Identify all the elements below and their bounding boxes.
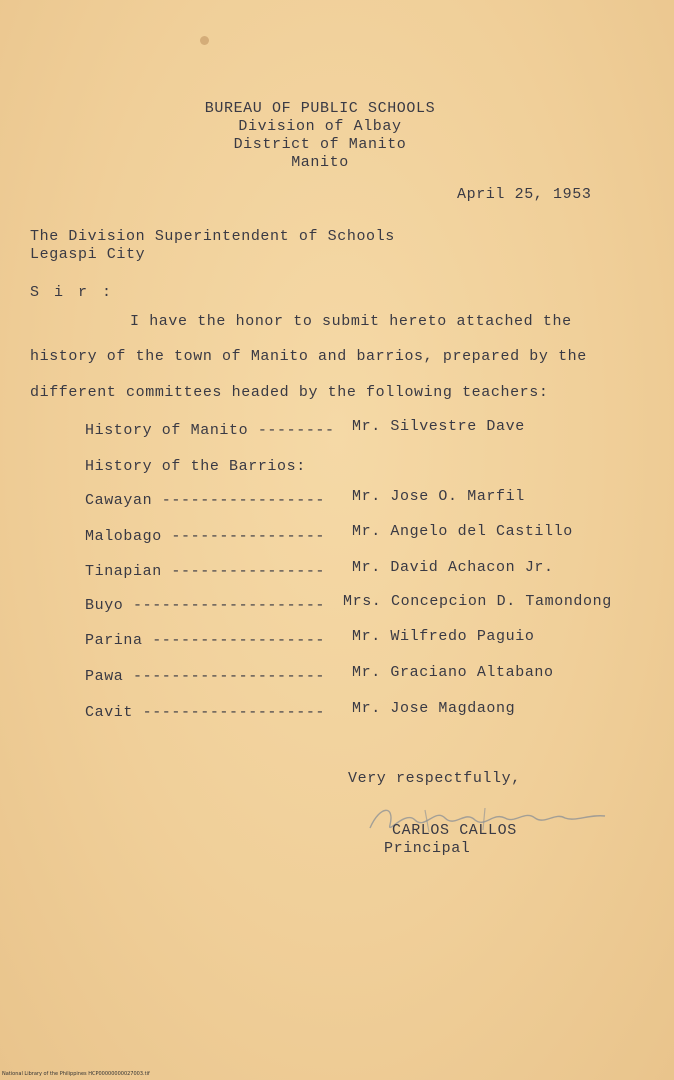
barrio-teacher: Mr. Graciano Altabano xyxy=(352,664,554,681)
barrio-teacher: Mr. Jose O. Marfil xyxy=(352,488,525,505)
salutation: S i r : xyxy=(30,284,115,301)
barrio-label: Parina ------------------ xyxy=(85,632,326,649)
barrio-teacher: Mr. Angelo del Castillo xyxy=(352,523,573,540)
barrio-label: Buyo -------------------- xyxy=(85,597,326,614)
letterhead-line-2: Division of Albay xyxy=(238,118,402,135)
barrio-label: Cawayan ----------------- xyxy=(85,492,326,509)
barrio-label: Cavit ------------------- xyxy=(85,704,326,721)
barrio-label: Pawa -------------------- xyxy=(85,668,326,685)
barrio-teacher: Mr. David Achacon Jr. xyxy=(352,559,554,576)
archive-footer: National Library of the Philippines HCP00000000027003.tif xyxy=(2,1071,150,1077)
recipient-line-2: Legaspi City xyxy=(30,246,146,263)
signatory-name: CARLOS CALLOS xyxy=(392,822,517,839)
body-line-2: history of the town of Manito and barrios, prepared by the xyxy=(30,348,587,365)
town-history-teacher: Mr. Silvestre Dave xyxy=(352,418,525,435)
letterhead-line-3: District of Manito xyxy=(233,136,407,153)
barrio-teacher: Mr. Wilfredo Paguio xyxy=(352,628,535,645)
paper-stain xyxy=(200,36,209,45)
letter-date: April 25, 1953 xyxy=(457,186,592,203)
barrio-teacher: Mrs. Concepcion D. Tamondong xyxy=(343,593,612,610)
closing: Very respectfully, xyxy=(348,770,521,787)
barrio-teacher: Mr. Jose Magdaong xyxy=(352,700,516,717)
signatory-title: Principal xyxy=(384,840,471,857)
body-line-3: different committees headed by the following teachers: xyxy=(30,384,549,401)
letterhead-line-4: Manito xyxy=(291,154,349,171)
barrios-heading: History of the Barrios: xyxy=(85,458,306,475)
letterhead-line-1: BUREAU OF PUBLIC SCHOOLS xyxy=(204,100,436,117)
town-history-label: History of Manito -------- xyxy=(85,422,335,439)
barrio-label: Tinapian ---------------- xyxy=(85,563,326,580)
body-line-1: I have the honor to submit hereto attached the xyxy=(130,313,572,330)
recipient-line-1: The Division Superintendent of Schools xyxy=(30,228,395,245)
barrio-label: Malobago ---------------- xyxy=(85,528,326,545)
